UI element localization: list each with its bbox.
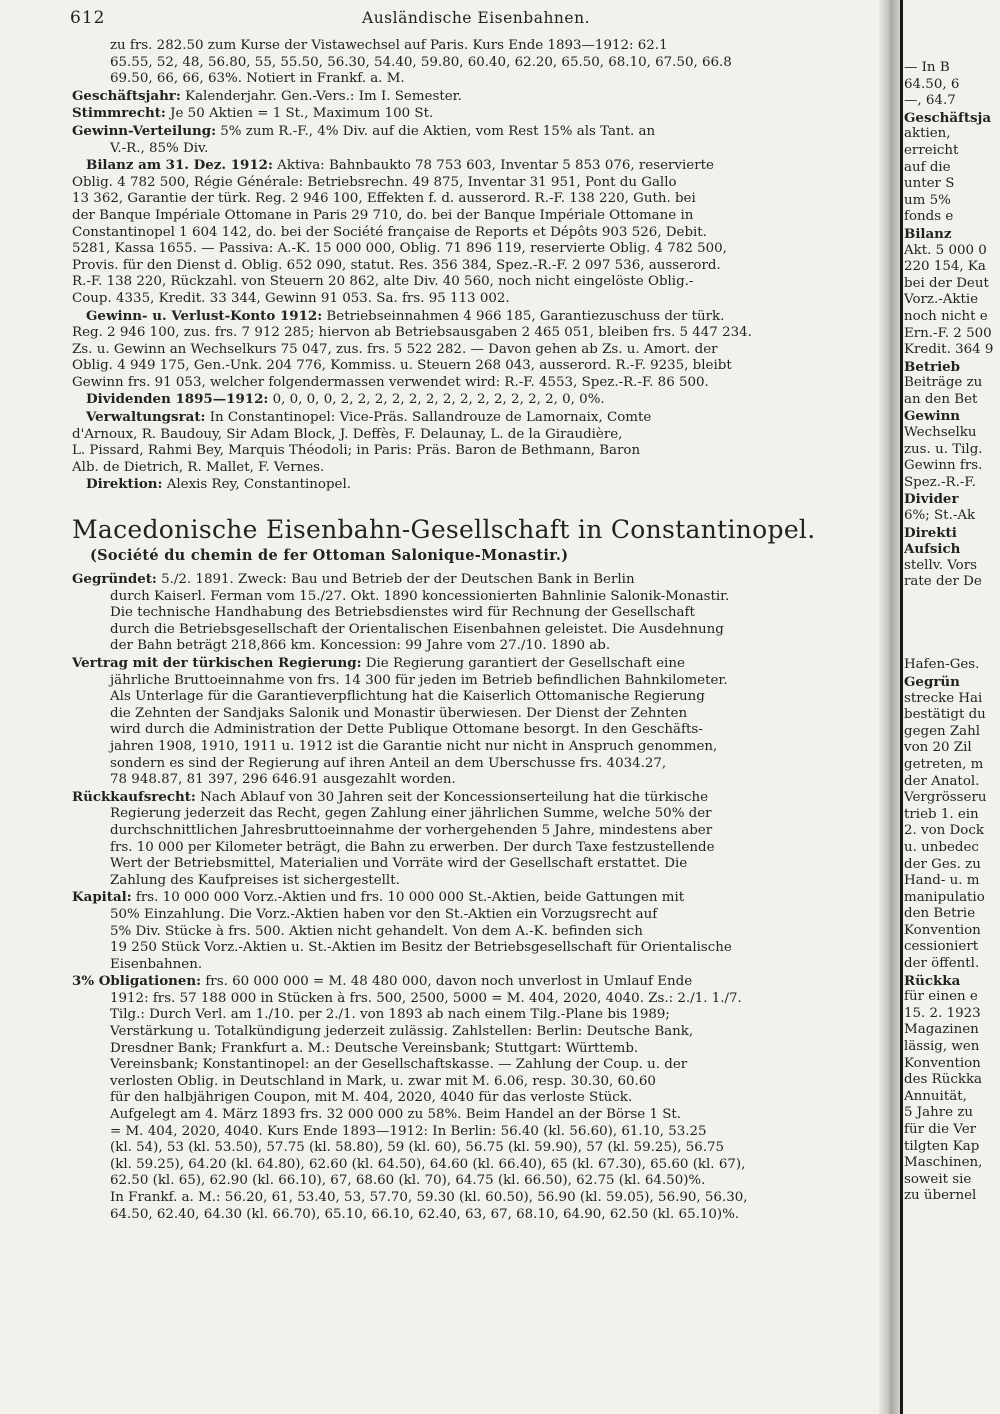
text-line [72, 476, 877, 494]
facing-page-line: aktien, [904, 126, 951, 142]
text-line [72, 225, 877, 242]
facing-page-line: erreicht [904, 142, 959, 158]
running-title: Ausländische Eisenbahnen. [362, 9, 591, 27]
facing-page-line: Konvention [904, 922, 981, 938]
facing-page-line: der Ges. zu [904, 856, 981, 872]
text-line [72, 823, 877, 840]
line-text: Wert der Betriebsmittel, Materialien und Vorräte wird der Gesellschaft erstattet. Die [110, 856, 688, 872]
facing-page-line: Gewinn [904, 408, 961, 425]
line-text: Gewinn frs. 91 053, welcher folgendermassen verwendet wird: R.-F. 4553, Spez.-R.-F. 86 500. [72, 374, 709, 390]
facing-page-line: noch nicht e [904, 308, 988, 324]
facing-page-line: um 5% [904, 192, 951, 208]
facing-page-line: fonds e [904, 209, 954, 225]
text-line [72, 1007, 877, 1024]
line-text: frs. 10 000 per Kilometer beträgt, die Bahn zu erwerben. Der durch Taxe festzustellende [110, 839, 715, 855]
text-line [72, 157, 877, 175]
section-label: Gewinn-Verteilung: [72, 122, 217, 139]
line-text: Alb. de Dietrich, R. Mallet, F. Vernes. [72, 459, 325, 475]
facing-page-line: den Betrie [904, 906, 976, 922]
line-text: Eisenbahnen. [110, 956, 203, 972]
facing-page-line: Vorz.-Aktie [904, 292, 979, 308]
facing-page-line: Aufsich [904, 541, 961, 558]
line-text: wird durch die Administration der Dette Publique Ottomane besorgt. In den Geschäfts- [110, 722, 703, 738]
facing-page-line: Betrieb [904, 358, 961, 375]
facing-page-line: gegen Zahl [904, 723, 981, 739]
section-label: Rückkaufsrecht: [72, 788, 196, 805]
facing-page-line: — In B [904, 60, 950, 75]
line-text: Tilg.: Durch Verl. am 1./10. per 2./1. von 1893 ab nach einem Tilg.-Plane bis 1989; [110, 1007, 670, 1023]
text-line [72, 789, 877, 807]
text-line [72, 1041, 877, 1058]
facing-page-line: 6%; St.-Ak [904, 508, 976, 524]
line-text: Coup. 4335, Kredit. 33 344, Gewinn 91 053. Sa. frs. 95 113 002. [72, 290, 510, 306]
facing-page-line: Kredit. 364 9 [904, 342, 994, 358]
facing-page-line: rate der De [904, 574, 982, 590]
facing-page-line: der Anatol. [904, 773, 980, 789]
previous-company-section [72, 38, 877, 494]
line-text: Nach Ablauf von 30 Jahren seit der Koncessionserteilung hat die türkische [195, 789, 709, 805]
text-line [72, 772, 877, 789]
text-line [72, 342, 877, 359]
facing-page-line: 5 Jahre zu [904, 1105, 974, 1121]
line-text: frs. 10 000 000 Vorz.-Aktien und frs. 10 000 000 St.-Aktien, beide Gattungen mit [131, 890, 685, 906]
facing-page-line: Konvention [904, 1055, 981, 1071]
text-line [72, 1090, 877, 1107]
text-line [72, 1173, 877, 1190]
facing-page-line: für einen e [904, 989, 978, 1005]
facing-page-line: lässig, wen [904, 1039, 980, 1055]
line-text: 13 362, Garantie der türk. Reg. 2 946 100, Effekten f. d. ausserord. R.-F. 138 220, Guth. bei [72, 191, 696, 207]
text-line [72, 806, 877, 823]
facing-page-line: Direkti [904, 524, 957, 541]
text-line [72, 308, 877, 326]
text-line [72, 123, 877, 141]
facing-page-line: Vergrösseru [904, 790, 987, 806]
section-label: Dividenden 1895—1912: [86, 391, 269, 408]
facing-page-line: soweit sie [904, 1171, 972, 1187]
text-line [72, 38, 877, 55]
text-line [72, 706, 877, 723]
line-text: Zs. u. Gewinn an Wechselkurs 75 047, zus. frs. 5 522 282. — Davon gehen ab Zs. u. Amort. der [72, 341, 718, 357]
line-text: L. Pissard, Rahmi Bey, Marquis Théodoli; in Paris: Präs. Baron de Bethmann, Baron [72, 443, 641, 459]
line-text: jährliche Bruttoeinnahme von frs. 14 300 für jeden im Betrieb befindlichen Bahnkilometer. [110, 672, 728, 688]
line-text: Aufgelegt am 4. März 1893 frs. 32 000 000 zu 58%. Beim Handel an der Börse 1 St. [110, 1107, 682, 1123]
line-text: 5281, Kassa 1655. — Passiva: A.-K. 15 000 000, Oblig. 71 896 119, reservierte Oblig. 4 782 500, [72, 241, 727, 257]
text-line [72, 1207, 877, 1224]
text-line [72, 1107, 877, 1124]
text-line [72, 907, 877, 924]
line-text: Verstärkung u. Totalkündigung jederzeit zulässig. Zahlstellen: Berlin: Deutsche Bank, [110, 1024, 694, 1040]
section-label: Direktion: [86, 476, 163, 493]
line-text: der Banque Impériale Ottomane in Paris 29 710, do. bei der Banque Impériale Ottomane in [72, 207, 694, 223]
facing-page-line: 15. 2. 1923 [904, 1005, 981, 1021]
line-text: durchschnittlichen Jahresbruttoeinnahme der vorhergehenden 5 Jahre, mindestens aber [110, 822, 713, 838]
facing-page-line: cessioniert [904, 939, 979, 955]
facing-page-line: manipulatio [904, 889, 985, 905]
text-line [72, 391, 877, 409]
line-text: sondern es sind der Regierung auf ihren Anteil an dem Überschusse frs. 4034.27, [110, 755, 667, 771]
facing-page-line: Wechselku [904, 425, 977, 441]
facing-page-line: bestätigt du [904, 707, 986, 723]
facing-page-line: strecke Hai [904, 690, 983, 706]
text-line [72, 71, 877, 88]
facing-page-line [904, 641, 1000, 658]
facing-page-line: 220 154, Ka [904, 259, 986, 275]
text-line [72, 589, 877, 606]
text-line [72, 722, 877, 739]
text-line [72, 689, 877, 706]
section-label: Vertrag mit der türkischen Regierung: [72, 655, 362, 671]
text-line [72, 409, 877, 427]
text-line [72, 1024, 877, 1041]
line-text: 69.50, 66, 66, 63%. Notiert in Frankf. a. M. [110, 71, 405, 87]
line-text: Kalenderjahr. Gen.-Vers.: Im I. Semester. [180, 88, 462, 104]
line-text: Als Unterlage für die Garantieverpflichtung hat die Kaiserlich Ottomanische Regierung [110, 689, 705, 705]
facing-page-line: 2. von Dock [904, 823, 984, 839]
text-line [72, 571, 877, 589]
facing-page-line: Gegrün [904, 673, 960, 690]
line-text: 5./2. 1891. Zweck: Bau und Betrieb der der Deutschen Bank in Berlin [156, 572, 635, 588]
facing-page-line: von 20 Zil [904, 740, 972, 756]
text-line [72, 88, 877, 106]
text-line [72, 105, 877, 123]
text-line [72, 1057, 877, 1074]
line-text: frs. 60 000 000 = M. 48 480 000, davon noch unverlost in Umlauf Ende [201, 974, 693, 990]
text-line [72, 208, 877, 225]
line-text: Zahlung des Kaufpreises ist sichergestellt. [110, 872, 400, 888]
line-text: zu frs. 282.50 zum Kurse der Vistawechsel auf Paris. Kurs Ende 1893—1912: 62.1 [110, 38, 668, 53]
line-text: Je 50 Aktien = 1 St., Maximum 100 St. [165, 106, 434, 122]
line-text: Die technische Handhabung des Betriebsdienstes wird für Rechnung der Gesellschaft [110, 605, 695, 621]
line-text: 50% Einzahlung. Die Vorz.-Aktien haben vor den St.-Aktien ein Vorzugsrecht auf [110, 906, 658, 922]
text-line [72, 756, 877, 773]
facing-page-line: Magazinen [904, 1022, 979, 1038]
text-line [72, 856, 877, 873]
text-line [72, 840, 877, 857]
facing-page-line: Rückka [904, 972, 961, 989]
line-text: (kl. 54), 53 (kl. 53.50), 57.75 (kl. 58.80), 59 (kl. 60), 56.75 (kl. 59.90), 57 (kl. 59.25), 56.75 [110, 1140, 725, 1156]
line-text: durch die Betriebsgesellschaft der Orientalischen Eisenbahnen geleistet. Die Ausdehnung [110, 621, 724, 637]
facing-page-line: getreten, m [904, 756, 984, 772]
line-text: Alexis Rey, Constantinopel. [162, 477, 352, 493]
text-line [72, 655, 877, 673]
facing-page-line: der öffentl. [904, 956, 980, 972]
line-text: 78 948.87, 81 397, 296 646.91 ausgezahlt worden. [110, 772, 456, 788]
facing-page-line [904, 608, 1000, 625]
facing-page-line: Spez.-R.-F. [904, 474, 976, 490]
section-label: Geschäftsjahr: [72, 87, 181, 104]
facing-page-line: auf die [904, 159, 951, 175]
facing-page-line: Annuität, [904, 1088, 967, 1104]
line-text: der Bahn beträgt 218,866 km. Koncession: 99 Jahre vom 27./10. 1890 ab. [110, 638, 611, 654]
facing-page-line: Akt. 5 000 0 [904, 242, 987, 258]
section-label: Gewinn- u. Verlust-Konto 1912: [86, 307, 323, 324]
facing-page-line: für die Ver [904, 1122, 977, 1137]
facing-page-line: an den Bet [904, 391, 978, 407]
line-text: 65.55, 52, 48, 56.80, 55, 55.50, 56.30, 54.40, 59.80, 60.40, 62.20, 65.50, 68.10, 67.50, 66.8 [110, 54, 732, 70]
line-text: R.-F. 138 220, Rückzahl. von Steuern 20 862, alte Div. 40 560, noch nicht eingelöste Oblig.- [72, 274, 694, 290]
text-line [72, 673, 877, 690]
line-text: Oblig. 4 782 500, Régie Générale: Betriebsrechn. 49 875, Inventar 31 951, Pont du Gallo [72, 174, 677, 190]
text-line [72, 638, 877, 655]
text-line [72, 1157, 877, 1174]
main-column [72, 8, 877, 1223]
line-text: 0, 0, 0, 0, 2, 2, 2, 2, 2, 2, 2, 2, 2, 2, 2, 2, 2, 0, 0%. [268, 392, 605, 408]
line-text: Aktiva: Bahnbaukto 78 753 603, Inventar 5 853 076, reservierte [272, 158, 714, 174]
section-label: Verwaltungsrat: [86, 409, 206, 426]
text-line [72, 375, 877, 392]
section-label: Gegründet: [72, 571, 157, 588]
facing-page-line: —, 64.7 [904, 93, 956, 109]
text-line [72, 291, 877, 308]
line-text: Dresdner Bank; Frankfurt a. M.: Deutsche Vereinsbank; Stuttgart: Württemb. [110, 1040, 639, 1056]
section-label: Stimmrecht: [72, 105, 166, 122]
line-text: für den halbjährigen Coupon, mit M. 404, 2020, 4040 für das verloste Stück. [110, 1090, 633, 1106]
text-line [72, 274, 877, 291]
line-text: d'Arnoux, R. Baudouy, Sir Adam Block, J. Deffès, F. Delaunay, L. de la Giraudière, [72, 426, 623, 442]
line-text: verlosten Oblig. in Deutschland in Mark, u. zwar mit M. 6.06, resp. 30.30, 60.60 [110, 1073, 656, 1089]
line-text: die Zehnten der Sandjaks Salonik und Monastir überwiesen. Der Dienst der Zehnten [110, 705, 688, 721]
company-section [72, 571, 877, 1223]
text-line [72, 991, 877, 1008]
line-text: Reg. 2 946 100, zus. frs. 7 912 285; hiervon ab Betriebsausgaben 2 465 051, bleiben frs. 5 447 234. [72, 325, 752, 341]
facing-page-line: Divider [904, 491, 959, 508]
text-line [72, 427, 877, 444]
line-text: jahren 1908, 1910, 1911 u. 1912 ist die Garantie nicht nur nicht in Anspruch genommen, [110, 738, 718, 754]
facing-page-line: 64.50, 6 [904, 76, 960, 92]
facing-page-line: Ern.-F. 2 500 [904, 325, 992, 341]
facing-page-line: zus. u. Tilg. [904, 441, 983, 457]
line-text: In Constantinopel: Vice-Präs. Sallandrouze de Lamornaix, Comte [205, 410, 652, 426]
text-line [72, 241, 877, 258]
line-text: V.-R., 85% Div. [110, 140, 209, 156]
company-subtitle: (Société du chemin de fer Ottoman Salonique-Monastir.) [90, 547, 569, 565]
facing-page-line: Gewinn frs. [904, 458, 983, 474]
section-label: Kapital: [72, 889, 132, 906]
line-text: 62.50 (kl. 65), 62.90 (kl. 66.10), 67, 68.60 (kl. 70), 64.75 (kl. 66.50), 62.75 (kl. 64.50)%. [110, 1173, 706, 1189]
facing-page-line: bei der Deut [904, 275, 989, 291]
facing-page-line: Beiträge zu [904, 375, 983, 391]
line-text: Oblig. 4 949 175, Gen.-Unk. 204 776, Kommiss. u. Steuern 268 043, ausserord. R.-F. 9235, bleibt [72, 358, 732, 374]
line-text: (kl. 59.25), 64.20 (kl. 64.80), 62.60 (kl. 64.50), 64.60 (kl. 66.40), 65 (kl. 67.30), 65.60 (kl. 67), [110, 1156, 746, 1172]
text-line [72, 940, 877, 957]
text-line [72, 924, 877, 941]
line-text: Regierung jederzeit das Recht, gegen Zahlung einer jährlichen Summe, welche 50% der [110, 806, 712, 822]
facing-page-line: Hand- u. m [904, 873, 980, 889]
text-line [72, 622, 877, 639]
text-line [72, 1124, 877, 1141]
facing-page-line: trieb 1. ein [904, 806, 979, 822]
facing-page-line: tilgten Kap [904, 1138, 980, 1154]
text-line [72, 258, 877, 275]
text-line [72, 175, 877, 192]
text-line [72, 325, 877, 342]
section-label: Bilanz am 31. Dez. 1912: [86, 157, 273, 174]
facing-page-line: Hafen-Ges. [904, 657, 980, 673]
line-text: Betriebseinnahmen 4 966 185, Garantiezuschuss der türk. [322, 308, 725, 324]
facing-page-line: Maschinen, [904, 1155, 983, 1171]
line-text: In Frankf. a. M.: 56.20, 61, 53.40, 53, 57.70, 59.30 (kl. 60.50), 56.90 (kl. 59.05), 56.90, 56.30, [110, 1190, 748, 1205]
line-text: 19 250 Stück Vorz.-Aktien u. St.-Aktien im Besitz der Betriebsgesellschaft für Orientalische [110, 940, 732, 956]
text-line [72, 1190, 877, 1207]
line-text: Vereinsbank; Konstantinopel: an der Gesellschaftskasse. — Zahlung der Coup. u. der [110, 1057, 688, 1073]
facing-page-line [904, 624, 1000, 641]
section-label: 3% Obligationen: [72, 973, 202, 990]
text-line [72, 141, 877, 158]
page-number: 612 [70, 8, 106, 28]
facing-page-line: zu übernel [904, 1188, 977, 1204]
text-line [72, 191, 877, 208]
text-line [72, 973, 877, 991]
line-text: Die Regierung garantiert der Gesellschaft eine [361, 656, 685, 671]
line-text: 1912: frs. 57 188 000 in Stücken à frs. 500, 2500, 5000 = M. 404, 2020, 4040. Zs.: 2./1. 1./7. [110, 990, 742, 1006]
facing-page-column [904, 60, 1000, 1205]
text-line [72, 605, 877, 622]
text-line [72, 443, 877, 460]
facing-page-line: unter S [904, 176, 955, 192]
facing-page-line [904, 591, 1000, 608]
text-line [72, 1140, 877, 1157]
text-line [72, 460, 877, 477]
page-gutter [879, 0, 901, 1414]
line-text: 5% Div. Stücke à frs. 500. Aktien nicht gehandelt. Von dem A.-K. befinden sich [110, 923, 643, 939]
line-text: Provis. für den Dienst d. Oblig. 652 090, statut. Res. 356 384, Spez.-R.-F. 2 097 536, ausserord. [72, 257, 721, 273]
text-line [72, 873, 877, 890]
company-title: Macedonische Eisenbahn-Gesellschaft in Constantinopel. [72, 515, 816, 545]
facing-page-line: des Rückka [904, 1072, 983, 1088]
line-text: Constantinopel 1 604 142, do. bei der Société française de Reports et Dépôts 903 526, Debit. [72, 224, 707, 240]
text-line [72, 358, 877, 375]
page-header [72, 8, 877, 38]
text-line [72, 1074, 877, 1091]
page-edge-line [900, 0, 903, 1414]
text-line [72, 55, 877, 72]
line-text: durch Kaiserl. Ferman vom 15./27. Okt. 1890 koncessionierten Bahnlinie Salonik-Monastir. [110, 588, 730, 604]
line-text: 5% zum R.-F., 4% Div. auf die Aktien, vom Rest 15% als Tant. an [216, 123, 656, 139]
text-line [72, 957, 877, 974]
facing-page-line: stellv. Vors [904, 557, 978, 573]
facing-page-line: Bilanz [904, 225, 952, 242]
text-line [72, 739, 877, 756]
line-text: = M. 404, 2020, 4040. Kurs Ende 1893—1912: In Berlin: 56.40 (kl. 56.60), 61.10, 53.25 [110, 1123, 707, 1139]
line-text: 64.50, 62.40, 64.30 (kl. 66.70), 65.10, 66.10, 62.40, 63, 67, 68.10, 64.90, 62.50 (kl. 65.10)%. [110, 1206, 740, 1222]
facing-page-line: u. unbedec [904, 839, 979, 855]
facing-page-line: Geschäftsja [904, 109, 992, 126]
text-line [72, 889, 877, 907]
